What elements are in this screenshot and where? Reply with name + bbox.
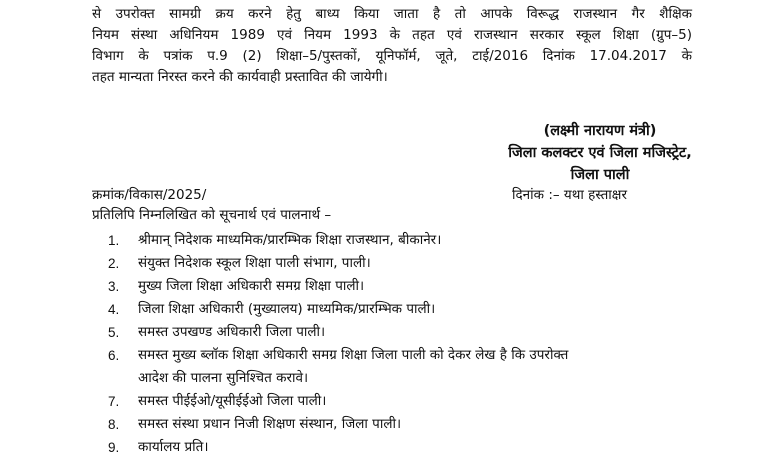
paragraph-line: विभाग के पत्रांक प.9 (2) शिक्षा–5/पुस्तकों, यूनिफॉर्म, जूते, टाई/2016 दिनांक 17.04.2017 के [92, 48, 692, 64]
list-item [108, 344, 708, 390]
list-item-text: संयुक्त निदेशक स्कूल शिक्षा पाली संभाग, पाली। [138, 255, 371, 271]
list-item [108, 252, 708, 275]
list-item-text: मुख्य जिला शिक्षा अधिकारी समग्र शिक्षा पाली। [138, 278, 365, 294]
list-item-number: 4. [108, 302, 120, 317]
list-item [108, 275, 708, 298]
list-item-number: 6. [108, 348, 120, 363]
list-item [108, 413, 708, 436]
signatory-place: जिला पाली [570, 167, 630, 183]
paragraph-line: तहत मान्यता निरस्त करने की कार्यवाही प्रस्तावित की जायेगी। [92, 69, 388, 85]
signatory-name: (लक्ष्मी नारायण मंत्री) [543, 123, 657, 139]
list-item-text: समस्त उपखण्ड अधिकारी जिला पाली। [138, 324, 326, 340]
list-item-number: 9. [108, 440, 120, 455]
list-item-text: समस्त पीईईओ/यूसीईईओ जिला पाली। [138, 393, 327, 409]
list-item [108, 229, 708, 252]
paragraph-line: नियम संस्था अधिनियम 1989 एवं नियम 1993 के तहत एवं राजस्थान सरकार स्कूल शिक्षा (ग्रुप–5) [92, 27, 692, 43]
list-item-text: जिला शिक्षा अधिकारी (मुख्यालय) माध्यमिक/प्रारम्भिक पाली। [138, 301, 436, 317]
list-item-number: 5. [108, 325, 120, 340]
list-item-number: 1. [108, 233, 120, 248]
list-item [108, 436, 708, 459]
list-item-text: समस्त मुख्य ब्लॉक शिक्षा अधिकारी समग्र शिक्षा जिला पाली को देकर लेख है कि उपरोक्त [138, 347, 569, 363]
signatory-designation: जिला कलक्टर एवं जिला मजिस्ट्रेट, [508, 145, 692, 161]
list-item [108, 390, 708, 413]
list-item-number: 3. [108, 279, 120, 294]
list-item-text-continued: आदेश की पालना सुनिश्चित करावे। [138, 370, 309, 386]
reference-row [92, 185, 692, 205]
list-item-text: समस्त संस्था प्रधान निजी शिक्षण संस्थान, जिला पाली। [138, 416, 402, 432]
list-item-text: कार्यालय प्रति। [138, 439, 209, 455]
paragraph-line: से उपरोक्त सामग्री क्रय करने हेतु बाध्य किया जाता है तो आपके विरूद्ध राजस्थान गैर शैक्षिक [92, 6, 692, 22]
list-item-number: 8. [108, 417, 120, 432]
reference-number: क्रमांक/विकास/2025/ [92, 187, 207, 203]
copy-to-list [108, 229, 708, 459]
list-item [108, 298, 708, 321]
copy-to-title: प्रतिलिपि निम्नलिखित को सूचनार्थ एवं पालनार्थ – [92, 207, 332, 223]
reference-date: दिनांक :– यथा हस्ताक्षर [512, 187, 627, 203]
body-paragraph [92, 4, 692, 88]
signature-block [480, 120, 720, 186]
list-item-number: 7. [108, 394, 120, 409]
list-item-text: श्रीमान् निदेशक माध्यमिक/प्रारम्भिक शिक्षा राजस्थान, बीकानेर। [138, 232, 442, 248]
list-item [108, 321, 708, 344]
list-item-number: 2. [108, 256, 120, 271]
